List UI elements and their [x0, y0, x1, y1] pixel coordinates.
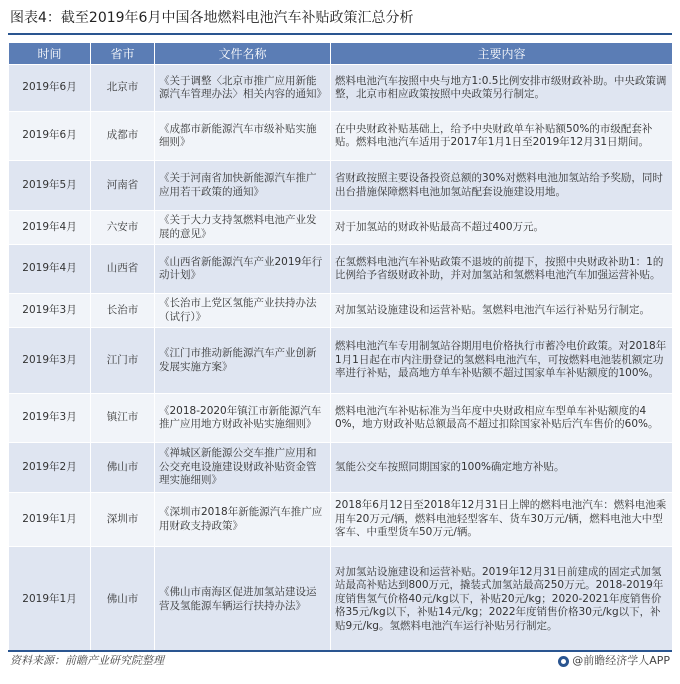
table-row: [9, 161, 673, 211]
table-row: [9, 211, 673, 245]
cell-content: 2018年6月12日至2018年12月31日上牌的燃料电池汽车：燃料电池乘用车20万元/辆，燃料电池轻型客车、货车30万元/辆，燃料电池大中型客车、中重型货车50万元/辆。: [331, 493, 673, 547]
cell-province: 六安市: [91, 211, 155, 245]
cell-content: 对于加氢站的财政补贴最高不超过400万元。: [331, 211, 673, 245]
header-document: 文件名称: [155, 43, 331, 65]
cell-province: 深圳市: [91, 493, 155, 547]
cell-time: 2019年1月: [9, 547, 91, 653]
cell-time: 2019年4月: [9, 245, 91, 294]
cell-time: 2019年4月: [9, 211, 91, 245]
table-row: [9, 443, 673, 493]
cell-province: 江门市: [91, 328, 155, 394]
title-divider: [8, 33, 672, 35]
table-row: [9, 547, 673, 653]
cell-province: 佛山市: [91, 547, 155, 653]
table-row: [9, 328, 673, 394]
cell-province: 长治市: [91, 294, 155, 328]
cell-province: 北京市: [91, 65, 155, 112]
cell-document: 《成都市新能源汽车市级补贴实施细则》: [155, 112, 331, 161]
cell-time: 2019年5月: [9, 161, 91, 211]
header-time: 时间: [9, 43, 91, 65]
table-row: [9, 65, 673, 112]
cell-content: 在氢燃料电池汽车补贴政策不退坡的前提下，按照中央财政补助1：1的比例给予省级财政补助，并对加氢站和氢燃料电池汽车加强运营补贴。: [331, 245, 673, 294]
table-header-row: [9, 43, 673, 65]
table-row: [9, 493, 673, 547]
cell-document: 《江门市推动新能源汽车产业创新发展实施方案》: [155, 328, 331, 394]
source-note: 资料来源：前瞻产业研究院整理: [10, 654, 164, 667]
cell-province: 镇江市: [91, 394, 155, 443]
table-row: [9, 294, 673, 328]
header-content: 主要内容: [331, 43, 673, 65]
cell-document: 《长治市上党区氢能产业扶持办法（试行）》: [155, 294, 331, 328]
cell-content: 省财政按照主要设备投资总额的30%对燃料电池加氢站给予奖励，同时出台措施保障燃料电池加氢站配套设施建设用地。: [331, 161, 673, 211]
cell-document: 《禅城区新能源公交车推广应用和公交充电设施建设财政补贴资金管理实施细则》: [155, 443, 331, 493]
cell-province: 山西省: [91, 245, 155, 294]
cell-content: 对加氢站设施建设和运营补贴。氢燃料电池汽车运行补贴另行制定。: [331, 294, 673, 328]
cell-content: 燃料电池汽车专用制氢站谷期用电价格执行市蓄冷电价政策。对2018年1月1日起在市内注册登记的氢燃料电池汽车，可按燃料电池装机额定功率进行补贴，最高地方单车补贴额不超过国家单车补贴额度的100%。: [331, 328, 673, 394]
table-row: [9, 245, 673, 294]
cell-time: 2019年3月: [9, 294, 91, 328]
cell-content: 氢能公交车按照同期国家的100%确定地方补贴。: [331, 443, 673, 493]
cell-document: 《山西省新能源汽车产业2019年行动计划》: [155, 245, 331, 294]
table-row: [9, 394, 673, 443]
cell-time: 2019年3月: [9, 328, 91, 394]
cell-content: 对加氢站设施建设和运营补贴。2019年12月31日前建成的固定式加氢站最高补贴达到800万元，撬装式加氢站最高250万元。2018-2019年度销售氢气价格40元/kg以下，补贴20元/kg；2020-2021年度销售价格35元/kg以下，补贴14元/kg；2022年度销售价格30元/kg以下，补贴9元/kg。氢燃料电池汽车运行补贴另行制定。: [331, 547, 673, 653]
cell-time: 2019年6月: [9, 112, 91, 161]
policy-table: [8, 42, 673, 653]
footer-divider: [8, 650, 672, 652]
cell-time: 2019年3月: [9, 394, 91, 443]
cell-document: 《2018-2020年镇江市新能源汽车推广应用地方财政补贴实施细则》: [155, 394, 331, 443]
cell-time: 2019年6月: [9, 65, 91, 112]
cell-document: 《关于大力支持氢燃料电池产业发展的意见》: [155, 211, 331, 245]
cell-province: 成都市: [91, 112, 155, 161]
cell-time: 2019年2月: [9, 443, 91, 493]
cell-time: 2019年1月: [9, 493, 91, 547]
cell-content: 在中央财政补贴基础上，给予中央财政单车补贴额50%的市级配套补贴。燃料电池汽车适用于2017年1月1日至2019年12月31日期间。: [331, 112, 673, 161]
cell-document: 《佛山市南海区促进加氢站建设运营及氢能源车辆运行扶持办法》: [155, 547, 331, 653]
cell-document: 《关于河南省加快新能源汽车推广应用若干政策的通知》: [155, 161, 331, 211]
chart-title: 图表4：截至2019年6月中国各地燃料电池汽车补贴政策汇总分析: [10, 10, 414, 26]
table-row: [9, 112, 673, 161]
cell-province: 河南省: [91, 161, 155, 211]
cell-content: 燃料电池汽车按照中央与地方1:0.5比例安排市级财政补助。中央政策调整，北京市相应政策按照中央政策另行制定。: [331, 65, 673, 112]
cell-document: 《关于调整〈北京市推广应用新能源汽车管理办法〉相关内容的通知》: [155, 65, 331, 112]
header-province: 省市: [91, 43, 155, 65]
cell-province: 佛山市: [91, 443, 155, 493]
qianzhan-logo-icon: [558, 656, 569, 667]
cell-document: 《深圳市2018年新能源汽车推广应用财政支持政策》: [155, 493, 331, 547]
brand-credit: [558, 653, 670, 669]
brand-label: @前瞻经济学人APP: [572, 654, 670, 667]
cell-content: 燃料电池汽车补贴标准为当年度中央财政相应车型单车补贴额度的40%，地方财政补贴总额最高不超过扣除国家补贴后汽车售价的60%。: [331, 394, 673, 443]
